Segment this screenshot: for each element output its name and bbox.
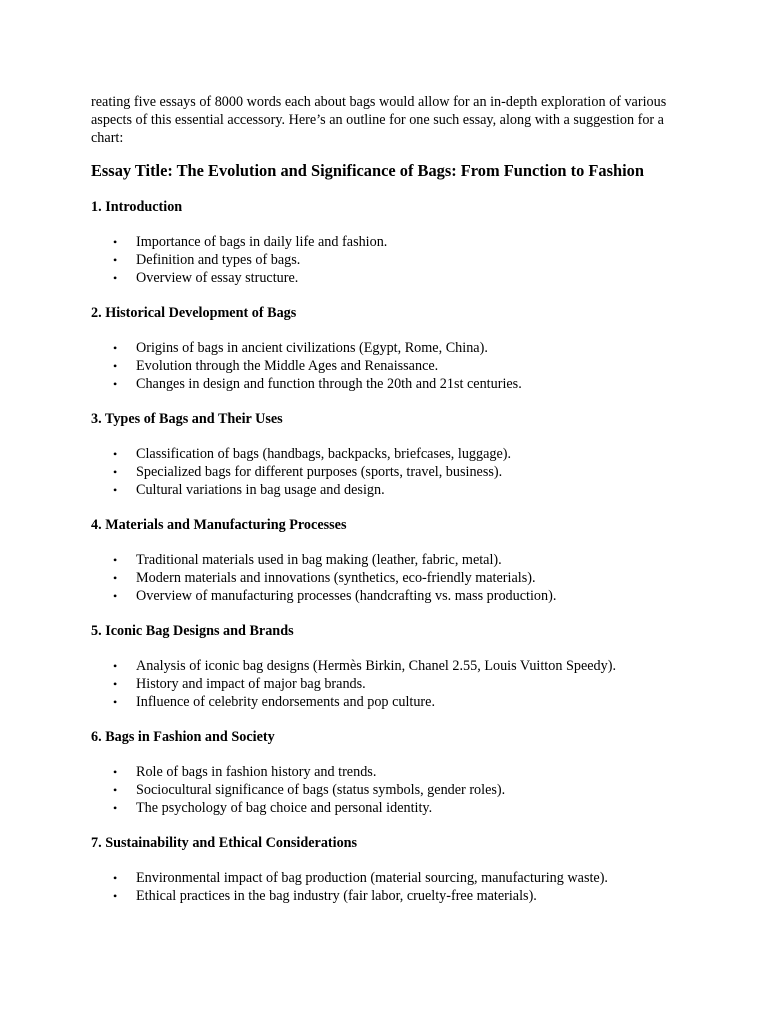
list-item-text: Ethical practices in the bag industry (fair labor, cruelty-free materials).	[136, 888, 537, 904]
outline-sections	[91, 198, 691, 905]
list-item	[91, 675, 691, 693]
list-item-text: Importance of bags in daily life and fashion.	[136, 234, 388, 250]
bullet-icon: •	[113, 553, 118, 567]
section-heading: 6. Bags in Fashion and Society	[91, 729, 275, 745]
list-item-text: Overview of manufacturing processes (handcrafting vs. mass production).	[136, 588, 557, 604]
list-item-text: History and impact of major bag brands.	[136, 676, 366, 692]
list-item-text: Definition and types of bags.	[136, 252, 301, 268]
outline-section	[91, 410, 691, 499]
list-item-text: Overview of essay structure.	[136, 270, 299, 286]
bullet-icon: •	[113, 695, 118, 709]
bullet-icon: •	[113, 235, 118, 249]
bullet-icon: •	[113, 677, 118, 691]
list-item	[91, 551, 691, 569]
bullet-icon: •	[113, 465, 118, 479]
list-item	[91, 251, 691, 269]
bullet-icon: •	[113, 801, 118, 815]
bullet-icon: •	[113, 341, 118, 355]
list-item-text: Analysis of iconic bag designs (Hermès Birkin, Chanel 2.55, Louis Vuitton Speedy).	[136, 658, 617, 674]
list-item-text: Modern materials and innovations (synthetics, eco-friendly materials).	[136, 570, 536, 586]
list-item	[91, 693, 691, 711]
list-item	[91, 463, 691, 481]
list-item-text: Influence of celebrity endorsements and pop culture.	[136, 694, 436, 710]
list-item	[91, 445, 691, 463]
list-item-text: The psychology of bag choice and personal identity.	[136, 800, 433, 816]
document-page	[91, 93, 691, 905]
list-item	[91, 887, 691, 905]
outline-section	[91, 304, 691, 393]
bullet-icon: •	[113, 571, 118, 585]
intro-paragraph: reating five essays of 8000 words each about bags would allow for an in-depth exploration of various aspects of this essential accessory. Here’s an outline for one such essay, along with a suggestion for a chart:	[91, 94, 667, 146]
outline-section	[91, 516, 691, 605]
list-item-text: Origins of bags in ancient civilizations (Egypt, Rome, China).	[136, 340, 488, 356]
list-item-text: Traditional materials used in bag making (leather, fabric, metal).	[136, 552, 502, 568]
section-heading: 5. Iconic Bag Designs and Brands	[91, 623, 294, 639]
list-item-text: Environmental impact of bag production (material sourcing, manufacturing waste).	[136, 870, 608, 886]
list-item-text: Cultural variations in bag usage and design.	[136, 482, 385, 498]
bullet-list	[91, 445, 691, 499]
list-item	[91, 357, 691, 375]
list-item-text: Sociocultural significance of bags (status symbols, gender roles).	[136, 782, 506, 798]
section-heading: 7. Sustainability and Ethical Considerations	[91, 835, 358, 851]
section-heading: 2. Historical Development of Bags	[91, 305, 297, 321]
bullet-icon: •	[113, 889, 118, 903]
list-item-text: Changes in design and function through the 20th and 21st centuries.	[136, 376, 522, 392]
list-item	[91, 569, 691, 587]
bullet-icon: •	[113, 659, 118, 673]
bullet-icon: •	[113, 359, 118, 373]
bullet-icon: •	[113, 253, 118, 267]
list-item-text: Specialized bags for different purposes (sports, travel, business).	[136, 464, 503, 480]
bullet-icon: •	[113, 871, 118, 885]
list-item	[91, 339, 691, 357]
list-item	[91, 799, 691, 817]
list-item	[91, 587, 691, 605]
outline-section	[91, 198, 691, 287]
bullet-list	[91, 233, 691, 287]
bullet-list	[91, 763, 691, 817]
section-heading: 4. Materials and Manufacturing Processes	[91, 517, 347, 533]
list-item	[91, 869, 691, 887]
list-item-text: Evolution through the Middle Ages and Renaissance.	[136, 358, 439, 374]
bullet-icon: •	[113, 271, 118, 285]
section-heading: 1. Introduction	[91, 199, 183, 215]
list-item	[91, 657, 691, 675]
bullet-icon: •	[113, 483, 118, 497]
list-item	[91, 269, 691, 287]
list-item	[91, 763, 691, 781]
bullet-icon: •	[113, 783, 118, 797]
list-item-text: Classification of bags (handbags, backpacks, briefcases, luggage).	[136, 446, 512, 462]
bullet-list	[91, 869, 691, 905]
list-item	[91, 481, 691, 499]
outline-section	[91, 728, 691, 817]
outline-section	[91, 622, 691, 711]
bullet-list	[91, 551, 691, 605]
bullet-list	[91, 339, 691, 393]
list-item-text: Role of bags in fashion history and trends.	[136, 764, 377, 780]
section-heading: 3. Types of Bags and Their Uses	[91, 411, 283, 427]
bullet-icon: •	[113, 765, 118, 779]
list-item	[91, 375, 691, 393]
bullet-list	[91, 657, 691, 711]
bullet-icon: •	[113, 447, 118, 461]
bullet-icon: •	[113, 377, 118, 391]
essay-title: Essay Title: The Evolution and Significance of Bags: From Function to Fashion	[91, 161, 644, 180]
list-item	[91, 233, 691, 251]
list-item	[91, 781, 691, 799]
bullet-icon: •	[113, 589, 118, 603]
outline-section	[91, 834, 691, 905]
